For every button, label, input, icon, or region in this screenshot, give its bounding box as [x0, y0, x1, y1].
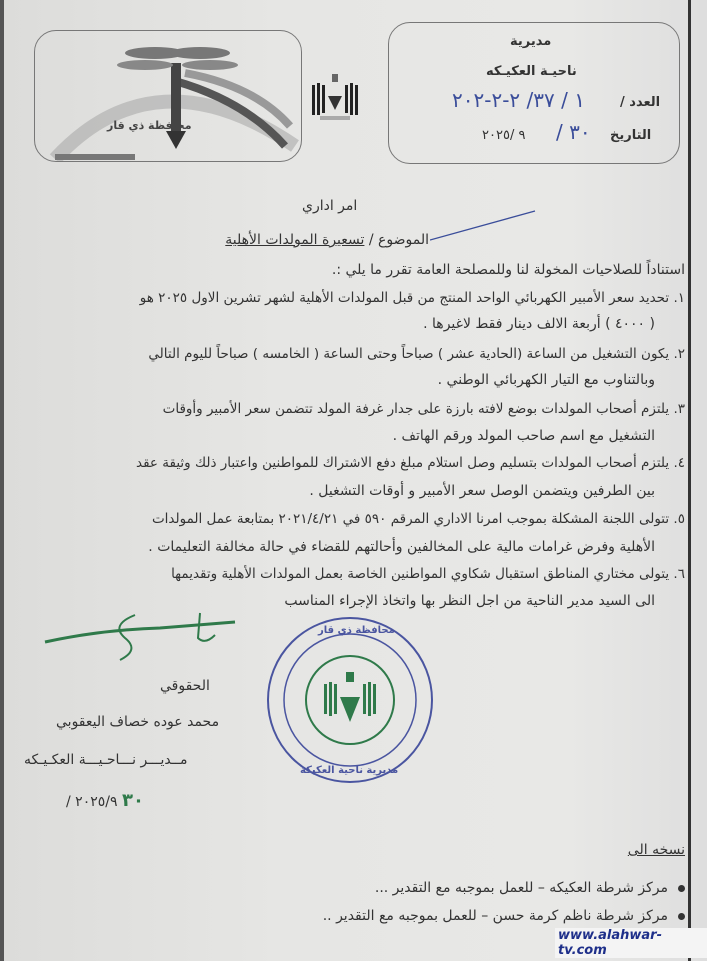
signature-date — [66, 790, 144, 811]
copy-recipient-2 — [323, 908, 685, 924]
item-3-line2: التشغيل مع اسم صاحب المولد ورقم الهاتف . — [392, 428, 655, 444]
item-4-line1: ٤. يلتزم أصحاب المولدات بتسليم وصل استلام مبلغ دفع الاشتراك للمواطنين واعتبار ذلك وثيقة عقد — [136, 455, 685, 471]
watermark: www.alahwar-tv.com — [555, 928, 707, 958]
copy-recipient-2-text: مركز شرطة ناظم كرمة حسن – للعمل بموجبه مع التقدير .. — [322, 908, 668, 924]
number-label: العدد / — [620, 95, 661, 110]
iraq-eagle-emblem-icon — [310, 70, 360, 122]
copy-recipient-1-text: مركز شرطة العكيكه – للعمل بموجبه مع التقدير ... — [374, 880, 668, 896]
signature-scribble — [40, 610, 240, 665]
item-2-line1: ٢. يكون التشغيل من الساعة (الحادية عشر ) صباحاً وحتى الساعة ( الخامسه ) صباحاً لليوم التالي — [148, 346, 685, 362]
margin-line — [688, 0, 691, 961]
date-rest: ٩ /٢٠٢٥ — [482, 128, 526, 143]
directorate-label: مديرية — [510, 34, 552, 49]
page-edge — [0, 0, 4, 961]
item-6-line2: الى السيد مدير الناحية من اجل النظر بها واتخاذ الإجراء المناسب — [284, 593, 655, 609]
intro-text: استناداً للصلاحيات المخولة لنا وللمصلحة العامة تقرر ما يلي :. — [331, 262, 685, 278]
item-3-line1: ٣. يلتزم أصحاب المولدات بوضع لافته بارزة على جدار غرفة المولد تتضمن سعر الأمبير وأوقات — [162, 401, 685, 417]
bullet-icon — [678, 885, 685, 892]
logo-text: محافظة ذي قار — [107, 119, 192, 132]
stamp-bottom-text: مديرية ناحية العكيكة — [300, 765, 399, 776]
document-title: امر اداري — [302, 198, 358, 214]
bullet-icon — [678, 913, 685, 920]
signer-position: مــديـــر نـــاحـيـــة العكـيـكه — [24, 752, 188, 768]
item-4-line2: بين الطرفين ويتضمن الوصل سعر الأمبير و أوقات التشغيل . — [309, 483, 655, 499]
copies-title: نسخه الى — [627, 842, 685, 858]
palm-logo-icon — [35, 31, 302, 162]
subject-label: الموضوع / — [368, 232, 429, 248]
item-5-line1: ٥. تتولى اللجنة المشكلة بموجب امرنا الاداري المرقم ٥٩٠ في ٢٠٢١/٤/٢١ بمتابعة عمل المولدات — [151, 511, 685, 527]
governorate-logo-box — [34, 30, 302, 162]
subject-text: تسعيرة المولدات الأهلية — [225, 232, 365, 248]
stamp-eagle-icon — [324, 672, 376, 722]
copy-recipient-1 — [375, 880, 685, 896]
item-1-line1: ١. تحديد سعر الأمبير الكهربائي الواحد المنتج من قبل المولدات الأهلية لشهر تشرين الاول ٢٠٢٥ هو — [139, 290, 685, 306]
stamp-top-text: محافظة ذي قار — [318, 625, 395, 636]
number-value: ١ / ٣٧/ ٢-٢-٢٠٢ — [452, 88, 585, 112]
pen-stroke — [430, 208, 540, 243]
signer-rank: الحقوقي — [160, 678, 210, 694]
subject-line — [225, 232, 429, 248]
item-6-line1: ٦. يتولى مختاري المناطق استقبال شكاوي المواطنين الخاصة بعمل المولدات الأهلية وتقديمها — [171, 566, 685, 582]
item-1-line2: ( ٤٠٠٠ ) أربعة الالف دينار فقط لاغيرها . — [423, 316, 655, 332]
item-5-line2: الأهلية وفرض غرامات مالية على المخالفين وأحالتهم للقضاء في حالة مخالفة التعليمات . — [148, 539, 655, 555]
date-label: التاريخ — [610, 128, 652, 143]
signer-name: محمد عوده خصاف اليعقوبي — [56, 714, 220, 730]
official-stamp — [262, 612, 438, 788]
signature-date-rest: ٢٠٢٥/٩ / — [66, 794, 118, 810]
item-2-line2: وبالتناوب مع التيار الكهربائي الوطني . — [437, 372, 655, 388]
district-label: ناحيـة العكيـكه — [486, 64, 577, 79]
signature-date-day: ٣٠ — [121, 790, 144, 811]
date-day: ٣٠ / — [556, 120, 591, 144]
